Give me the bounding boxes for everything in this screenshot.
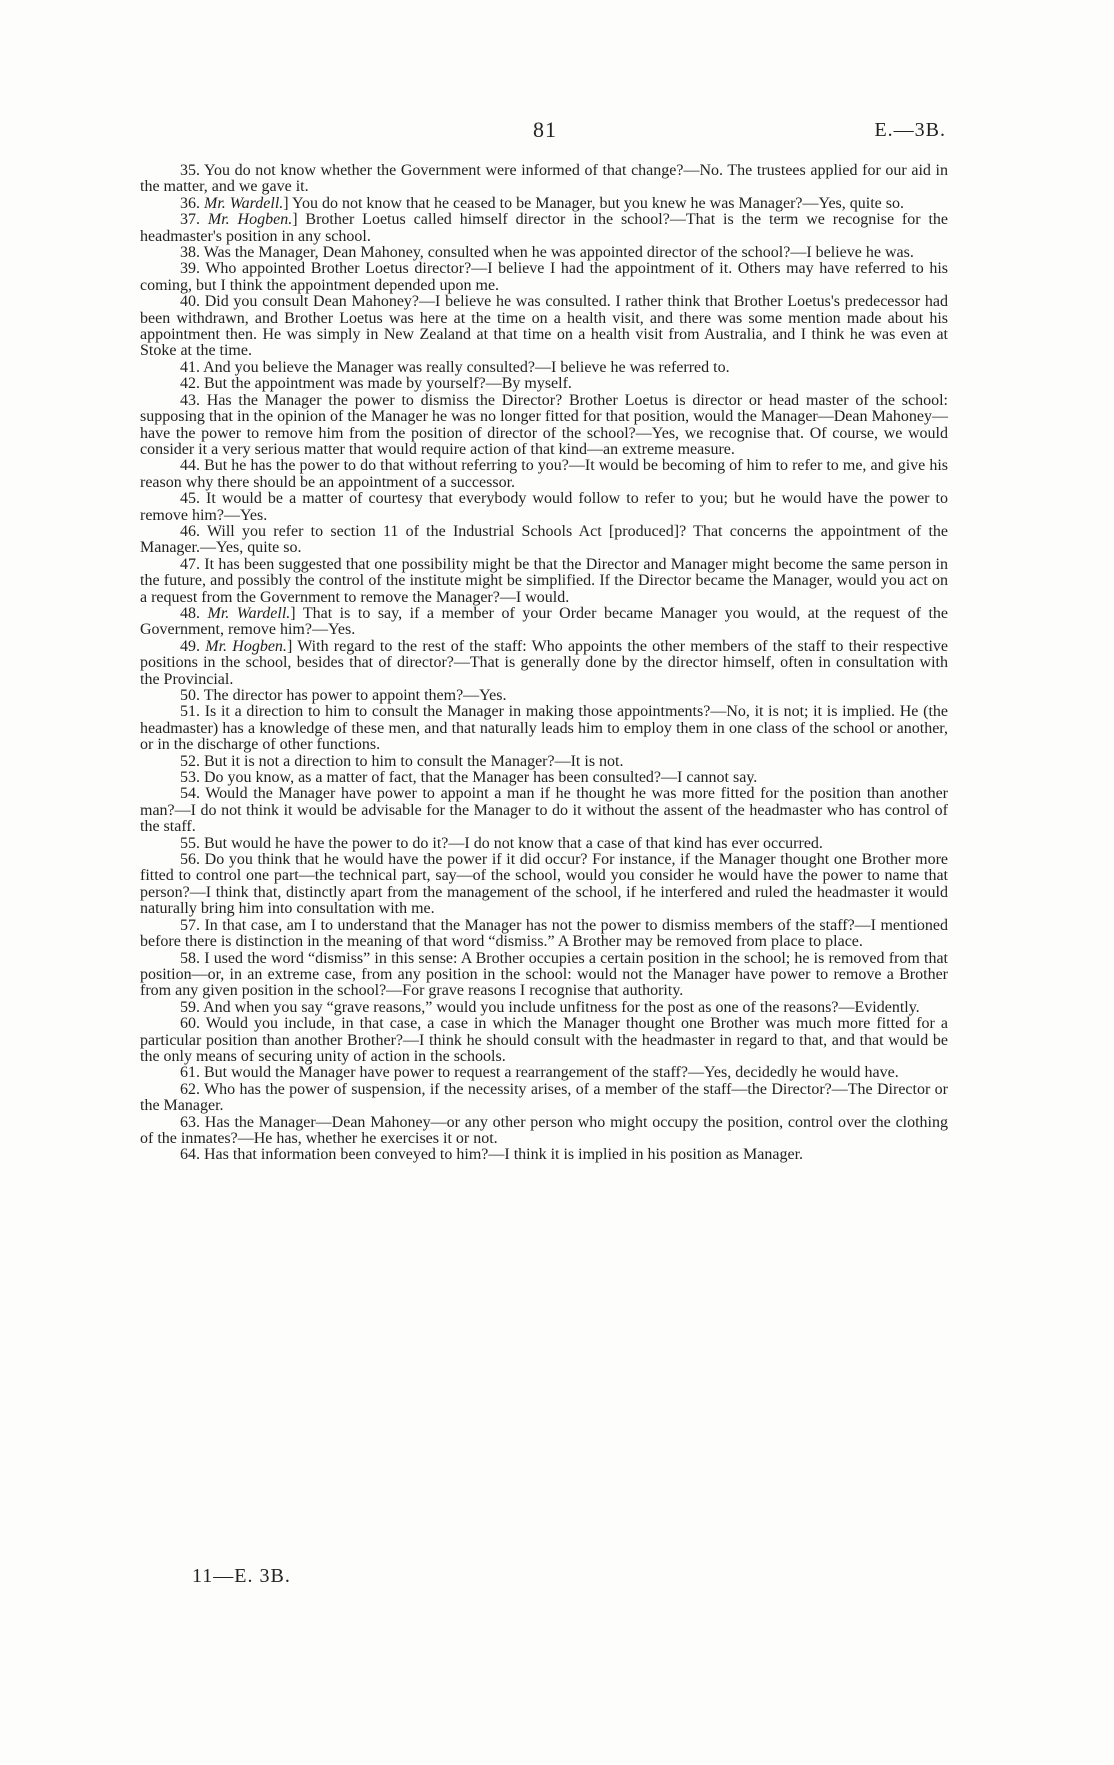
speaker-lead: 37. Mr. Hogben.] [180, 211, 298, 229]
testimony-body [140, 163, 948, 1164]
testimony-paragraph [140, 852, 948, 918]
paragraph-text: That is to say, if a member of your Order became Manager you would, at the request of the Government, remove him?—Yes. [140, 604, 948, 639]
testimony-paragraph [140, 918, 948, 951]
paragraph-text: 62. Who has the power of suspension, if the necessity arises, of a member of the staff—the Director?—The Director or the Manager. [140, 1080, 948, 1115]
speaker-lead: 49. Mr. Hogben.] [180, 637, 293, 655]
testimony-paragraph [140, 1065, 948, 1081]
testimony-paragraph [140, 491, 948, 524]
testimony-paragraph [140, 1147, 948, 1163]
testimony-paragraph [140, 688, 948, 704]
paragraph-text: Brother Loetus called himself director in the school?—That is the term we recognise for the headmaster's position in any school. [140, 211, 949, 245]
testimony-paragraph [140, 524, 948, 557]
document-reference: E.—3B. [874, 119, 946, 141]
testimony-paragraph [140, 294, 948, 360]
paragraph-text: 61. But would the Manager have power to request a rearrangement of the staff?—Yes, decidedly he would have. [180, 1064, 899, 1082]
paragraph-text: 50. The director has power to appoint them?—Yes. [180, 687, 507, 704]
testimony-paragraph [140, 786, 948, 835]
testimony-paragraph [140, 1082, 948, 1115]
paragraph-text: 54. Would the Manager have power to appoint a man if he thought he was more fitted for the position than another man?—I do not think it would be advisable for the Manager to do it without the assent of the headmaster who has control of the staff. [140, 785, 948, 836]
paragraph-text: 53. Do you know, as a matter of fact, that the Manager has been consulted?—I cannot say. [180, 769, 758, 787]
paragraph-text: 64. Has that information been conveyed to him?—I think it is implied in his position as Manager. [180, 1146, 804, 1164]
paragraph-text: You do not know that he ceased to be Manager, but you knew he was Manager?—Yes, quite so. [288, 194, 904, 212]
paragraph-text: 39. Who appointed Brother Loetus director?—I believe I had the appointment of it. Others may have referred to his coming, but I think the appointment depended upon me. [140, 260, 948, 294]
testimony-paragraph [140, 1016, 948, 1065]
testimony-paragraph [140, 196, 948, 212]
paragraph-text: 43. Has the Manager the power to dismiss the Director? Brother Loetus is director or head master of the school: supposing that in the opinion of the Manager he was no longer fitted for that position, would the Manager—Dean Mahoney—have the power to remove him from the position of director of the school?—Yes, we recognise that. Of course, we would consider it a very serious matter that would require action of that kind—an extreme measure. [140, 391, 948, 458]
paragraph-text: 42. But the appointment was made by yourself?—By myself. [180, 375, 572, 393]
testimony-paragraph [140, 1000, 948, 1016]
testimony-paragraph [140, 458, 948, 491]
paragraph-text: 55. But would he have the power to do it?—I do not know that a case of that kind has ever occurred. [180, 834, 823, 852]
testimony-paragraph [140, 951, 948, 1000]
testimony-paragraph [140, 261, 948, 294]
testimony-paragraph [140, 393, 948, 459]
paragraph-text: 60. Would you include, in that case, a case in which the Manager thought one Brother was much more fitted for a particular position than another Brother?—I think he should consult with the headmaster in regard to that, and that would be the only means of securing unity of action in the schools. [140, 1015, 948, 1065]
paragraph-text: With regard to the rest of the staff: Who appoints the other members of the staff to their respective positions in the school, besides that of director?—That is generally done by the director himself, often in consultation with the Provincial. [140, 637, 949, 688]
testimony-paragraph [140, 754, 948, 770]
paragraph-text: 45. It would be a matter of courtesy that everybody would follow to refer to you; but he would have the power to remove him?—Yes. [140, 490, 948, 524]
paragraph-text: 59. And when you say “grave reasons,” would you include unfitness for the post as one of the reasons?—Evidently. [180, 998, 920, 1016]
testimony-paragraph [140, 1115, 948, 1148]
paragraph-text: 35. You do not know whether the Government were informed of that change?—No. The trustees applied for our aid in the matter, and we gave it. [140, 162, 948, 196]
testimony-paragraph [140, 704, 948, 753]
paragraph-text: 38. Was the Manager, Dean Mahoney, consulted when he was appointed director of the school?—I believe he was. [180, 244, 914, 262]
testimony-paragraph [140, 376, 948, 392]
speaker-lead: 36. Mr. Wardell.] [180, 194, 289, 212]
testimony-paragraph [140, 557, 948, 606]
paragraph-text: 52. But it is not a direction to him to consult the Manager?—It is not. [180, 752, 624, 770]
testimony-paragraph [140, 606, 948, 639]
testimony-paragraph [140, 163, 948, 196]
paragraph-text: 51. Is it a direction to him to consult the Manager in making those appointments?—No, it is not; it is implied. He (the headmaster) has a knowledge of these men, and that naturally leads him to employ them in one class of the school or another, or in the discharge of other functions. [140, 703, 948, 754]
paragraph-text: 40. Did you consult Dean Mahoney?—I believe he was consulted. I rather think that Brother Loetus's predecessor had been withdrawn, and Brother Loetus was here at the time on a health visit, and there was some mention made about his appointment then. He was simply in New Zealand at that time on a health visit from Australia, and I think he was even at Stoke at the time. [140, 293, 948, 360]
paragraph-text: 46. Will you refer to section 11 of the Industrial Schools Act [produced]? That concerns the appointment of the Manager.—Yes, quite so. [140, 522, 948, 557]
testimony-paragraph [140, 770, 948, 786]
paragraph-text: 47. It has been suggested that one possibility might be that the Director and Manager might become the same person in the future, and possibly the control of the institute might be simplified. If the Director became the Manager, would you act on a request from the Government to remove the Manager?—I would. [140, 555, 948, 606]
speaker-lead: 48. Mr. Wardell.] [180, 604, 296, 622]
page-number: 81 [533, 117, 557, 142]
paragraph-text: 56. Do you think that he would have the power if it did occur? For instance, if the Manager thought one Brother more fitted to control one part—the technical part, say—of the school, would you consider he would have the power to name that person?—I think that, distinctly apart from the management of the school, if he interfered and ruled the headmaster it would naturally bring him into consultation with me. [140, 851, 948, 918]
sheet-reference: 11—E. 3B. [192, 1565, 291, 1587]
paragraph-text: 44. But he has the power to do that without referring to you?—It would be becoming of him to refer to me, and give his reason why there should be an appointment of a successor. [140, 457, 948, 491]
paragraph-text: 63. Has the Manager—Dean Mahoney—or any other person who might occupy the position, control over the clothing of the inmates?—He has, whether he exercises it or not. [140, 1113, 948, 1147]
paragraph-text: 57. In that case, am I to understand that the Manager has not the power to dismiss members of the staff?—I mentioned before there is distinction in the meaning of that word “dismiss.” A Brother may be removed from place to place. [140, 916, 948, 951]
testimony-paragraph [140, 212, 948, 245]
testimony-paragraph [140, 245, 948, 261]
paragraph-text: 41. And you believe the Manager was really consulted?—I believe he was referred to. [180, 358, 730, 376]
testimony-paragraph [140, 360, 948, 376]
testimony-paragraph [140, 639, 948, 688]
paragraph-text: 58. I used the word “dismiss” in this sense: A Brother occupies a certain position in the school; he is removed from that position—or, in an extreme case, from any position in the school: would not the Manager have power to remove a Brother from any given position in the school?—For grave reasons I recognise that authority. [140, 949, 948, 1000]
testimony-paragraph [140, 836, 948, 852]
